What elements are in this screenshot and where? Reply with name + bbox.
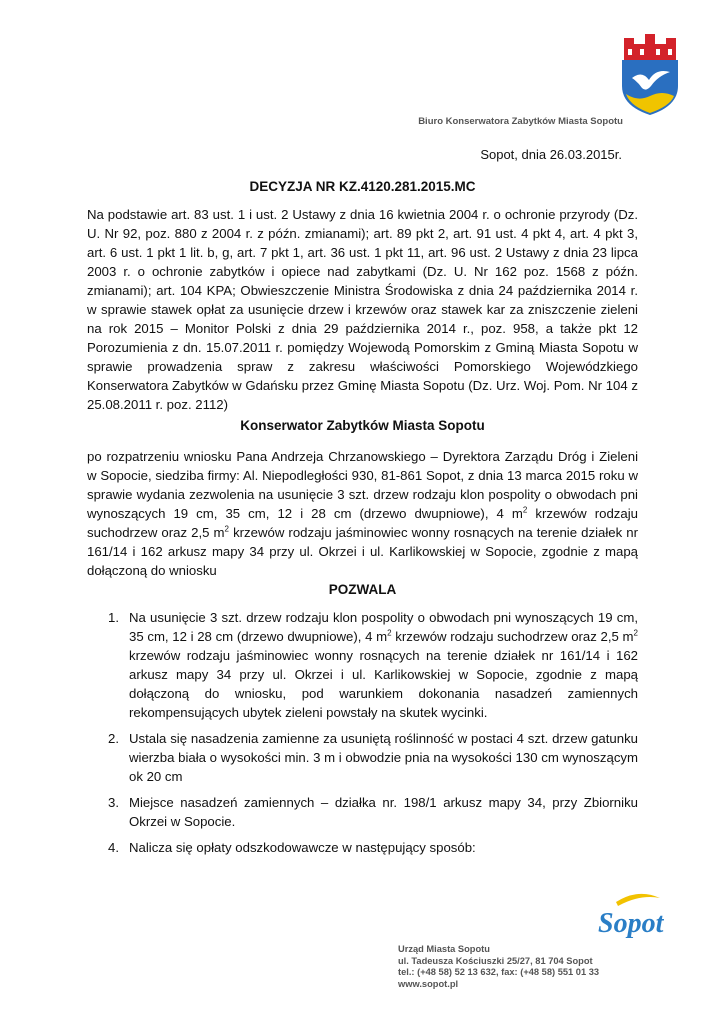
request-text-part: krzewów rodzaju suchodrzew oraz 2,5 m — [87, 506, 638, 540]
list-item-number: 3. — [108, 795, 119, 810]
superscript: 2 — [224, 524, 229, 534]
request-paragraph — [87, 447, 638, 580]
list-item-number: 4. — [108, 840, 119, 855]
legal-basis-paragraph: Na podstawie art. 83 ust. 1 i ust. 2 Ustawy z dnia 16 kwietnia 2004 r. o ochronie przyrody (Dz. U. Nr 92, poz. 880 z 2004 r. z późn. zmianami); art. 89 pkt 2, art. 91 ust. 4 pkt 4, art. 4 pkt 3, art. 6 ust. 1 pkt 1 lit. b, g, art. 7 pkt 1, art. 36 ust. 1 pkt 11, art. 96 ust. 2 Ustawy z dnia 23 lipca 2003 r. o ochronie zabytków i opiece nad zabytkami (Dz. U. Nr 162 poz. 1568 z późn. zmianami); art. 104 KPA; Obwieszczenie Ministra Środowiska z dnia 24 października 2014 r. w sprawie stawek opłat za usunięcie drzew i krzewów oraz stawek kar za zniszczenie zieleni na rok 2015 – Monitor Polski z dnia 29 października 2014 r., poz. 958, a także pkt 12 Porozumienia z dn. 15.07.2011 r. pomiędzy Wojewodą Pomorskim z Gminą Miasta Sopotu w sprawie prowadzenia spraw z zakresu właściwości Pomorskiego Wojewódzkiego Konserwatora Zabytków w Gdańsku przez Gminę Miasta Sopotu (Dz. Urz. Woj. Pom. Nr 104 z 25.08.2011 r. poz. 2112) — [87, 207, 638, 412]
superscript: 2 — [633, 628, 638, 638]
authority-heading: Konserwator Zabytków Miasta Sopotu — [240, 418, 485, 433]
allow-heading: POZWALA — [328, 582, 397, 597]
footer-phone-fax: tel.: (+48 58) 52 13 632, fax: (+48 58) 551 01 33 — [398, 967, 600, 977]
request-text-part: krzewów rodzaju jaśminowiec wonny rosnących na terenie działek nr 161/14 i 162 arkusz mapy 34 przy ul. Okrzei i ul. Karlikowskiej w Sopocie, zgodnie z mapą dołączoną do wniosku — [87, 525, 638, 578]
footer-office-name: Urząd Miasta Sopotu — [398, 944, 490, 954]
footer-website: www.sopot.pl — [398, 978, 459, 989]
list-item-text-part: krzewów rodzaju suchodrzew oraz 2,5 m — [391, 629, 634, 644]
decision-title: DECYZJA NR KZ.4120.281.2015.MC — [249, 179, 476, 194]
superscript: 2 — [387, 628, 392, 638]
list-item-text: Nalicza się opłaty odszkodowawcze w następujący sposób: — [129, 840, 476, 855]
list-item-text-part: Na usunięcie 3 szt. drzew rodzaju klon pospolity o obwodach pni wynoszących 19 cm, 35 cm, 12 i 28 cm (drzewo dwupniowe), 4 m — [129, 610, 638, 644]
list-item-text — [129, 608, 638, 720]
sopot-logo-icon — [594, 888, 664, 940]
list-item-text: Miejsce nasadzeń zamiennych – działka nr. 198/1 arkusz mapy 34, przy Zbiorniku Okrzei w Sopocie. — [129, 795, 638, 829]
sopot-coat-of-arms-icon — [618, 34, 682, 116]
logo-text: Sopot — [598, 908, 664, 939]
footer-address — [398, 944, 599, 990]
list-item-text: Ustala się nasadzenia zamienne za usuniętą roślinność w postaci 4 szt. drzew gatunku wierzba biała o wysokości min. 3 m i obwodzie pnia na wysokości 130 cm wynoszącym ok 20 cm — [129, 731, 638, 784]
list-item-text-part: krzewów rodzaju jaśminowiec wonny rosnących na terenie działek nr 161/14 i 162 arkusz mapy 34 przy ul. Okrzei i ul. Karlikowskiej w Sopocie, zgodnie z mapą dołączoną do wniosku, pod warunkiem dokonania nasadzeń zamiennych rekompensujących ubytek zieleni powstały na skutek wycinki. — [129, 648, 638, 720]
list-item-number: 1. — [108, 610, 119, 625]
office-header: Biuro Konserwatora Zabytków Miasta Sopotu — [418, 116, 623, 127]
list-item-number: 2. — [108, 731, 119, 746]
footer-street: ul. Tadeusza Kościuszki 25/27, 81 704 Sopot — [398, 955, 593, 966]
date-line: Sopot, dnia 26.03.2015r. — [480, 147, 622, 162]
request-text-part: po rozpatrzeniu wniosku Pana Andrzeja Chrzanowskiego – Dyrektora Zarządu Dróg i Zieleni w Sopocie, siedziba firmy: Al. Niepodległości 930, 81-861 Sopot, z dnia 13 marca 2015 roku w sprawie wydania zezwolenia na usunięcie 3 szt. drzew rodzaju klon pospolity o obwodach pni wynoszących 19 cm, 35 cm, 12 i 28 cm (drzewo dwupniowe), 4 m — [87, 449, 638, 521]
superscript: 2 — [522, 505, 528, 515]
